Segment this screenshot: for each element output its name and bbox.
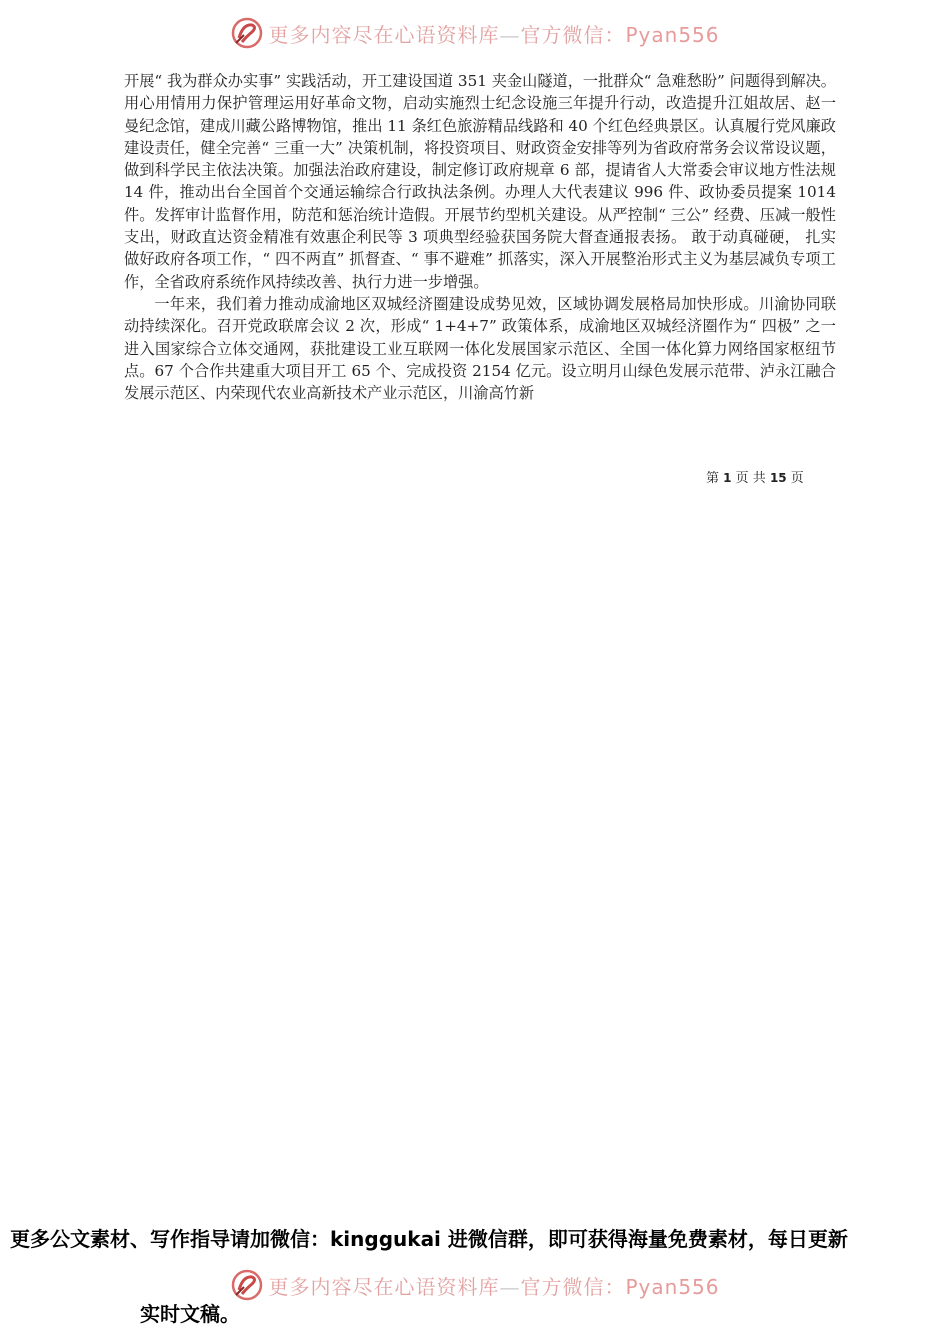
body-paragraph-2: 一年来，我们着力推动成渝地区双城经济圈建设成势见效，区域协调发展格局加快形成。川渝协同联动持续深化。召开党政联席会议 2 次，形成“ 1+4+7” 政策体系，成渝地区双城经济圈作为“ 四极” 之一进入国家综合立体交通网，获批建设工业互联网一体化发展国家示范区、全国一体化算力网络国家枢纽节点。67 个合作共建重大项目开工 65 个、完成投资 2154 亿元。设立明月山绿色发展示范带、泸永江融合发展示范区、内荣现代农业高新技术产业示范区，川渝高竹新 [124,294,836,403]
promo-line-1: 更多公文素材、写作指导请加微信：kinggukai 进微信群，即可获得海量免费素材，每日更新 [10,1227,848,1251]
page-number-prefix: 第 [706,471,720,486]
body-paragraph-1: 开展“ 我为群众办实事” 实践活动，开工建设国道 351 夹金山隧道，一批群众“ 急难愁盼” 问题得到解决。用心用情用力保护管理运用好革命文物，启动实施烈士纪念设施三年提升行动，改造提升江姐故居、赵一曼纪念馆，建成川藏公路博物馆，推出 11 条红色旅游精品线路和 40 个红色经典景区。认真履行党风廉政建设责任，健全完善“ 三重一大” 决策机制，将投资项目、财政资金安排等列为省政府常务会议常设议题，做到科学民主依法决策。加强法治政府建设，制定修订政府规章 6 部，提请省人大常委会审议地方性法规 14 件，推动出台全国首个交通运输综合行政执法条例。办理人大代表建议 996 件、政协委员提案 1014 件。发挥审计监督作用，防范和惩治统计造假。开展节约型机关建设。从严控制“ 三公” 经费、压减一般性支出，财政直达资金精准有效惠企利民等 3 项典型经验获国务院大督查通报表扬。 敢于动真碰硬， 扎实做好政府各项工作，“ 四不两直” 抓督查、“ 事不避难” 抓落实，深入开展整治形式主义为基层减负专项工作，全省政府系统作风持续改善、执行力进一步增强。 [124,72,836,291]
page-number-total: 15 [769,471,787,485]
watermark-text [268,19,719,48]
promo-line-2: 实时文稿。 [140,1302,240,1326]
watermark-brand: 更多内容尽在心语资料库 [268,1274,500,1299]
watermark-label: 官方微信： [520,22,626,47]
page-number-middle: 页 共 [735,471,766,486]
document-body [124,70,836,404]
header-watermark [0,16,950,50]
watermark-text [268,1271,719,1300]
brand-logo-icon [230,16,264,50]
watermark-label: 官方微信： [520,1274,626,1299]
watermark-wechat-id: Pyan556 [625,22,720,47]
watermark-separator: — [499,22,521,47]
page-number [706,467,804,486]
page-number-current: 1 [723,471,732,485]
watermark-brand: 更多内容尽在心语资料库 [268,22,500,47]
brand-logo-icon [230,1268,264,1302]
page-number-suffix: 页 [790,471,804,486]
watermark-separator: — [499,1274,521,1299]
watermark-wechat-id: Pyan556 [625,1274,720,1299]
footer-watermark [0,1268,950,1302]
